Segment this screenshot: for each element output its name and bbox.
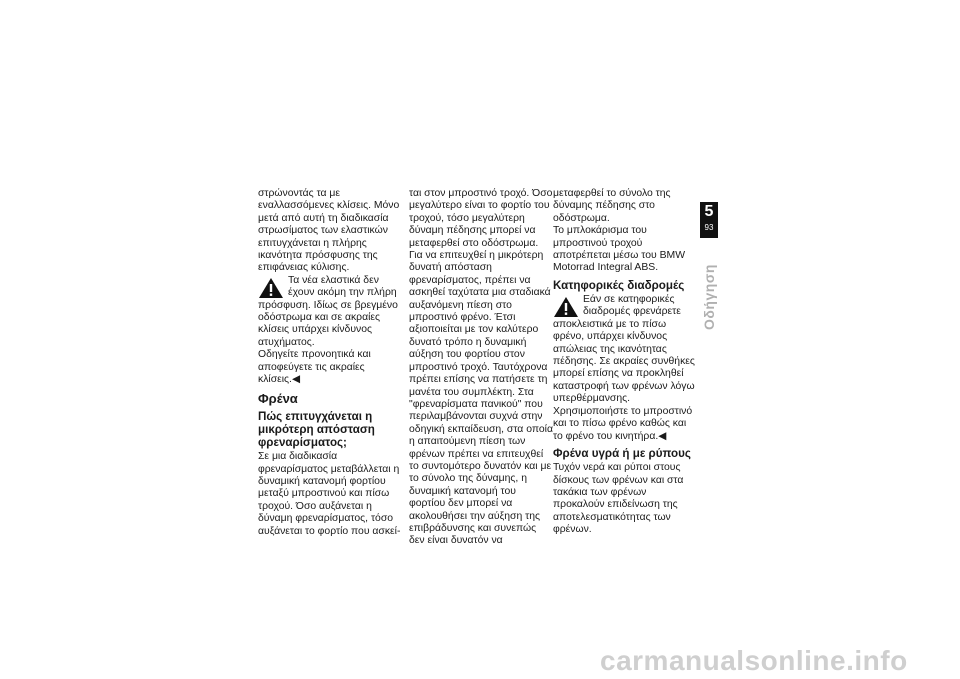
text-column-2 <box>409 188 553 548</box>
watermark: carmanualsonline.info <box>600 645 908 676</box>
paragraph: μεταφερθεί το σύνολο της δύναμης πέδησης στο οδόστρωμα. <box>553 188 671 224</box>
paragraph: Για να επιτευχθεί η μικρότερη δυνατή απόσταση φρεναρίσματος, πρέπει να ασκηθεί ταχύτατα μια σταδιακά αυξανόμενη πίεση στο μπροστινό φρένο. Έτσι αξιοποιείται με τον καλύτερο δυνατό τρόπο η δυναμική αύξηση του φορτίου στον μπροστινό τροχό. Ταυτόχρονα πρέπει επίσης να πατήσετε τη μανέτα του συμπλέκτη. Στα "φρεναρίσματα πανικού" που περιλαμβάνονται συχνά στην οδηγική εκπαίδευση, στα οποία η απαιτούμενη πίεση των φρένων πρέπει να επιτευχθεί το συντομότερο δυνατόν και με το σύνολο της δύναμης, η δυναμική κατανομή του φορτίου δεν μπορεί να ακολουθήσει την αύξηση της επιβράδυνσης και συνεπώς δεν είναι δυνατόν να <box>409 250 553 547</box>
subheading-wet-brakes: Φρένα υγρά ή με ρύπους <box>553 446 691 460</box>
chapter-tab <box>700 202 718 238</box>
paragraph: Το μπλοκάρισμα του μπροστινού τροχού αποτρέπεται μέσω του BMW Motorrad Integral ABS. <box>553 225 685 274</box>
warning-block <box>553 294 697 443</box>
paragraph: Τυχόν νερά και ρύποι στους δίσκους των φρένων και στα τακάκια των φρένων προκαλούν επιδείνωση της αποτελεσματικότητας των φρένων. <box>553 462 684 536</box>
paragraph: Σε μια διαδικασία φρεναρίσματος μεταβάλλεται η δυναμική κατανομή φορτίου μεταξύ μπροστινού και πίσω τροχού. Όσο αυξάνεται η δύναμη φρεναρίσματος, τόσο αυξάνεται το φορτίο που ασκεί- <box>258 451 401 537</box>
warning-advice: Οδηγείτε προνοητικά και αποφεύγετε τις ακραίες κλίσεις.◀ <box>258 349 371 386</box>
warning-text: Εάν σε κατηφορικές διαδρομές φρενάρετε αποκλειστικά με το πίσω φρένο, υπάρχει κίνδυνος απώλειας της ικανότητας πέδησης. Σε ακραίες συνθήκες μπορεί επίσης να προκληθεί καταστροφή των φρένων λόγω υπερθέρμανσης. <box>553 294 695 405</box>
paragraph: ται στον μπροστινό τροχό. Όσο μεγαλύτερο είναι το φορτίο του τροχού, τόσο μεγαλύτερη δύναμη πέδησης μπορεί να μεταφερθεί στο οδόστρωμα. <box>409 188 553 249</box>
text-column-1 <box>258 188 402 538</box>
chapter-number: 5 <box>704 203 714 220</box>
subheading-downhill: Κατηφορικές διαδρομές <box>553 278 685 292</box>
paragraph: στρώνοντάς τα με εναλλασσόμενες κλίσεις. Μόνο μετά από αυτή τη διαδικασία στρωσίματος των ελαστικών επιτυγχάνεται η πλήρης ικανότητα πρόσφυσης της επιφάνειας κύλισης. <box>258 188 400 274</box>
warning-triangle-icon <box>258 277 284 299</box>
subheading-braking-distance: Πώς επιτυγχάνεται η μικρότερη απόσταση φρεναρίσματος; <box>258 409 375 449</box>
warning-triangle-icon <box>553 296 579 318</box>
text-column-3 <box>553 188 697 537</box>
page-number: 93 <box>704 223 714 232</box>
chapter-side-label: Οδήγηση <box>701 264 717 330</box>
section-heading-brakes: Φρένα <box>258 390 298 406</box>
warning-block <box>258 275 402 387</box>
warning-text: Τα νέα ελαστικά δεν έχουν ακόμη την πλήρη πρόσφυση. Ιδίως σε βρεγμένο οδόστρωμα και σε ακραίες κλίσεις υπάρχει κίνδυνος ατυχήματος. <box>258 274 398 348</box>
warning-advice: Χρησιμοποιήστε το μπροστινό και το πίσω φρένο καθώς και το φρένο του κινητήρα.◀ <box>553 405 693 442</box>
